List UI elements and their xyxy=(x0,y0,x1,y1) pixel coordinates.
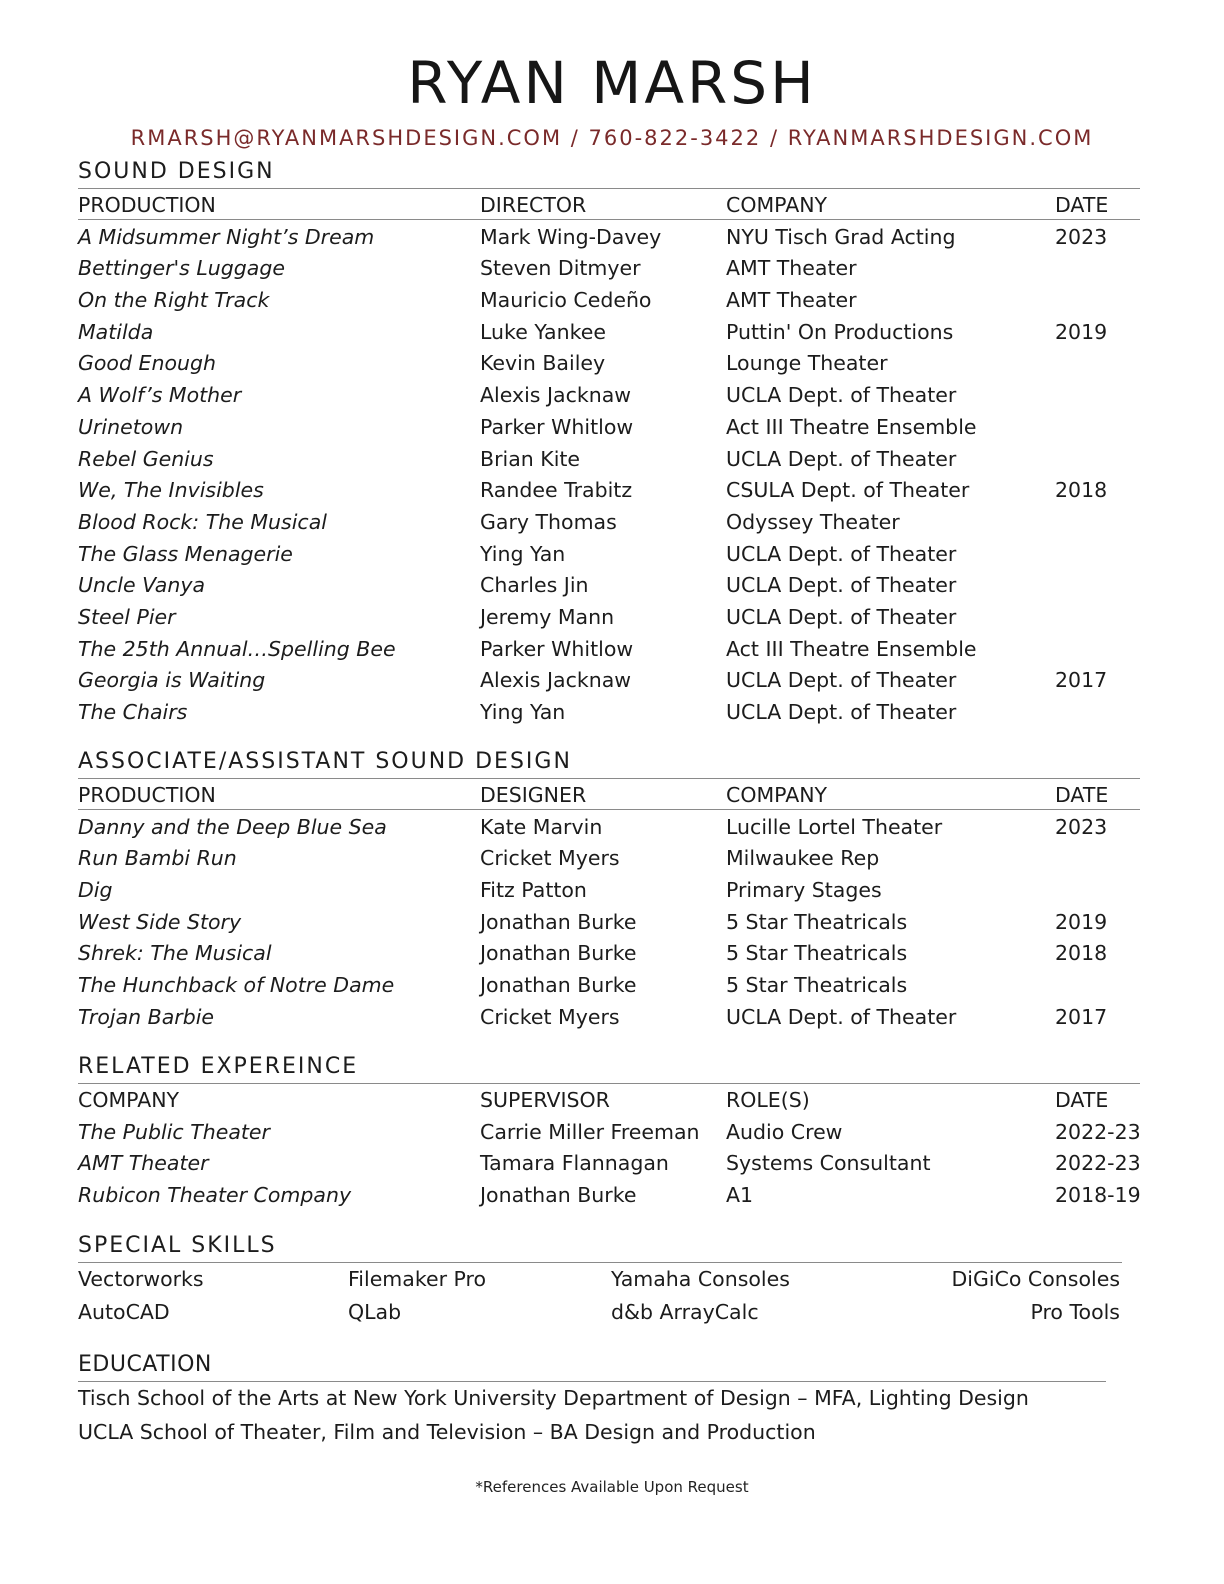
table-row xyxy=(78,938,1140,970)
cell-person: Mauricio Cedeño xyxy=(480,288,652,313)
cell-person: Kevin Bailey xyxy=(480,351,606,376)
header-company: COMPANY xyxy=(78,1088,180,1112)
section-rule xyxy=(78,1262,1122,1263)
cell-company: UCLA Dept. of Theater xyxy=(726,383,957,408)
skill-item: d&b ArrayCalc xyxy=(611,1300,759,1324)
cell-title: West Side Story xyxy=(78,909,242,934)
cell-title: Georgia is Waiting xyxy=(78,668,266,693)
table-row xyxy=(78,602,1140,634)
cell-title: The 25th Annual…Spelling Bee xyxy=(78,636,396,661)
cell-title: On the Right Track xyxy=(78,288,270,313)
table-row xyxy=(78,843,1140,875)
cell-title: Shrek: The Musical xyxy=(78,941,272,966)
table-header-row xyxy=(78,1085,1140,1117)
header-roles: ROLE(S) xyxy=(726,1088,810,1112)
table-row xyxy=(78,570,1140,602)
cell-date: 2017 xyxy=(1055,668,1108,693)
cell-date: 2022-23 xyxy=(1055,1151,1141,1176)
cell-date: 2018 xyxy=(1055,478,1108,503)
table-row xyxy=(78,412,1140,444)
cell-title: Trojan Barbie xyxy=(78,1004,215,1029)
cell-person: Brian Kite xyxy=(480,446,581,471)
cell-person: Jonathan Burke xyxy=(480,1183,637,1208)
cell-person: Jonathan Burke xyxy=(480,909,637,934)
cell-date: 2023 xyxy=(1055,814,1108,839)
skill-item: Yamaha Consoles xyxy=(611,1267,790,1291)
table-row xyxy=(78,475,1140,507)
skill-item: QLab xyxy=(348,1300,402,1324)
cell-company: Lucille Lortel Theater xyxy=(726,814,943,839)
header-company: COMPANY xyxy=(726,193,828,217)
cell-person: Steven Ditmyer xyxy=(480,256,641,281)
cell-company: UCLA Dept. of Theater xyxy=(726,668,957,693)
cell-date: 2018 xyxy=(1055,941,1108,966)
table-row xyxy=(78,348,1140,380)
header-company: COMPANY xyxy=(726,783,828,807)
cell-title: Blood Rock: The Musical xyxy=(78,509,327,534)
cell-person: Jonathan Burke xyxy=(480,973,637,998)
resume-name: RYAN MARSH xyxy=(407,49,817,117)
related-table xyxy=(78,1085,1140,1212)
cell-person: Fitz Patton xyxy=(480,878,587,903)
cell-date: 2019 xyxy=(1055,319,1108,344)
table-row xyxy=(78,907,1140,939)
cell-person: Parker Whitlow xyxy=(480,414,634,439)
cell-person: Gary Thomas xyxy=(480,509,617,534)
cell-title: Steel Pier xyxy=(78,604,176,629)
table-row xyxy=(78,507,1140,539)
skill-item: Filemaker Pro xyxy=(348,1267,487,1291)
cell-company: Primary Stages xyxy=(726,878,882,903)
cell-person: Jonathan Burke xyxy=(480,941,637,966)
section-title-skills: SPECIAL SKILLS xyxy=(78,1233,277,1258)
cell-company: UCLA Dept. of Theater xyxy=(726,446,957,471)
header-date: DATE xyxy=(1055,783,1109,807)
cell-company: AMT Theater xyxy=(726,288,857,313)
skill-item: DiGiCo Consoles xyxy=(951,1267,1120,1291)
cell-person: Alexis Jacknaw xyxy=(480,383,632,408)
cell-company: A1 xyxy=(726,1183,754,1208)
cell-title: Danny and the Deep Blue Sea xyxy=(78,814,387,839)
cell-title: Good Enough xyxy=(78,351,216,376)
cell-company: Puttin' On Productions xyxy=(726,319,954,344)
cell-person: Ying Yan xyxy=(480,700,566,724)
cell-title: A Midsummer Night’s Dream xyxy=(78,224,375,249)
cell-title: Rubicon Theater Company xyxy=(78,1183,352,1208)
table-row xyxy=(78,1148,1140,1180)
section-title-sound-design: SOUND DESIGN xyxy=(78,159,275,184)
header-production: PRODUCTION xyxy=(78,783,216,807)
cell-title: Dig xyxy=(78,878,113,903)
cell-company: 5 Star Theatricals xyxy=(726,909,908,934)
references-note: *References Available Upon Request xyxy=(475,1478,749,1496)
header-supervisor: SUPERVISOR xyxy=(480,1088,610,1112)
skill-item: AutoCAD xyxy=(78,1300,170,1324)
cell-date: 2022-23 xyxy=(1055,1119,1141,1144)
skill-item: Vectorworks xyxy=(78,1267,204,1291)
header-director: DIRECTOR xyxy=(480,193,587,217)
skills-grid xyxy=(78,1264,1120,1330)
cell-title: Matilda xyxy=(78,319,154,344)
cell-person: Cricket Myers xyxy=(480,1004,620,1029)
table-row xyxy=(78,1180,1140,1212)
cell-person: Luke Yankee xyxy=(480,319,606,344)
table-row xyxy=(78,1002,1140,1034)
cell-company: UCLA Dept. of Theater xyxy=(726,541,957,566)
cell-title: Run Bambi Run xyxy=(78,846,237,871)
section-title-related: RELATED EXPEREINCE xyxy=(78,1054,359,1079)
associate-rows xyxy=(78,812,1140,1034)
cell-company: 5 Star Theatricals xyxy=(726,973,908,998)
table-row xyxy=(78,444,1140,476)
cell-title: The Hunchback of Notre Dame xyxy=(78,973,395,998)
associate-table xyxy=(78,780,1140,1034)
cell-company: UCLA Dept. of Theater xyxy=(726,1004,957,1029)
cell-date: 2018-19 xyxy=(1055,1183,1141,1208)
cell-person: Jeremy Mann xyxy=(480,604,615,629)
cell-company: Lounge Theater xyxy=(726,351,888,376)
cell-company: Odyssey Theater xyxy=(726,509,900,534)
table-row xyxy=(78,317,1140,349)
cell-company: Act III Theatre Ensemble xyxy=(726,636,977,661)
cell-person: Ying Yan xyxy=(480,541,566,566)
sound-design-table xyxy=(78,190,1140,729)
cell-person: Charles Jin xyxy=(480,573,589,598)
cell-company: CSULA Dept. of Theater xyxy=(726,478,970,503)
section-title-education: EDUCATION xyxy=(78,1352,212,1377)
cell-date: 2017 xyxy=(1055,1004,1108,1029)
contact-line: RMARSH@RYANMARSHDESIGN.COM / 760-822-3422 / RYANMARSHDESIGN.COM xyxy=(130,126,1094,150)
skills-row xyxy=(78,1264,1120,1297)
cell-title: A Wolf’s Mother xyxy=(78,383,242,408)
table-row xyxy=(78,253,1140,285)
cell-company: Milwaukee Rep xyxy=(726,846,880,871)
cell-date: 2023 xyxy=(1055,224,1108,249)
sound-design-rows xyxy=(78,222,1140,729)
cell-title: AMT Theater xyxy=(78,1151,209,1176)
related-rows xyxy=(78,1117,1140,1212)
cell-person: Cricket Myers xyxy=(480,846,620,871)
cell-person: Mark Wing-Davey xyxy=(480,224,662,249)
table-row xyxy=(78,812,1140,844)
cell-title: The Glass Menagerie xyxy=(78,541,293,566)
section-rule xyxy=(78,1083,1140,1084)
header-date: DATE xyxy=(1055,193,1109,217)
cell-title: Urinetown xyxy=(78,414,184,439)
cell-person: Tamara Flannagan xyxy=(480,1151,669,1176)
table-row xyxy=(78,285,1140,317)
cell-person: Alexis Jacknaw xyxy=(480,668,632,693)
table-row xyxy=(78,539,1140,571)
header-production: PRODUCTION xyxy=(78,193,216,217)
cell-company: Act III Theatre Ensemble xyxy=(726,414,977,439)
cell-company: NYU Tisch Grad Acting xyxy=(726,224,956,249)
table-row xyxy=(78,634,1140,666)
header-rule xyxy=(78,219,1140,220)
table-row xyxy=(78,970,1140,1002)
table-row xyxy=(78,875,1140,907)
education-item: Tisch School of the Arts at New York University Department of Design – MFA, Lighting Design xyxy=(78,1386,1029,1410)
table-row xyxy=(78,1117,1140,1149)
cell-company: Audio Crew xyxy=(726,1119,843,1144)
education-list xyxy=(78,1381,1108,1449)
table-row xyxy=(78,222,1140,254)
table-row xyxy=(78,697,1140,729)
cell-company: UCLA Dept. of Theater xyxy=(726,700,957,724)
cell-company: AMT Theater xyxy=(726,256,857,281)
cell-date: 2019 xyxy=(1055,909,1108,934)
cell-title: The Chairs xyxy=(78,700,188,724)
cell-company: UCLA Dept. of Theater xyxy=(726,604,957,629)
cell-title: Bettinger's Luggage xyxy=(78,256,285,281)
header-rule xyxy=(78,809,1140,810)
table-row xyxy=(78,380,1140,412)
header-date: DATE xyxy=(1055,1088,1109,1112)
cell-title: We, The Invisibles xyxy=(78,478,264,503)
cell-person: Parker Whitlow xyxy=(480,636,634,661)
education-item: UCLA School of Theater, Film and Television – BA Design and Production xyxy=(78,1420,816,1444)
section-rule xyxy=(78,188,1140,189)
table-header-row xyxy=(78,780,1140,812)
skill-item: Pro Tools xyxy=(1030,1300,1120,1324)
cell-person: Kate Marvin xyxy=(480,814,603,839)
table-row xyxy=(78,665,1140,697)
cell-title: Rebel Genius xyxy=(78,446,214,471)
cell-person: Carrie Miller Freeman xyxy=(480,1119,700,1144)
cell-company: 5 Star Theatricals xyxy=(726,941,908,966)
cell-title: Uncle Vanya xyxy=(78,573,206,598)
table-header-row xyxy=(78,190,1140,222)
cell-title: The Public Theater xyxy=(78,1119,270,1144)
cell-person: Randee Trabitz xyxy=(480,478,633,503)
skills-row xyxy=(78,1297,1120,1330)
header-designer: DESIGNER xyxy=(480,783,587,807)
section-title-associate: ASSOCIATE/ASSISTANT SOUND DESIGN xyxy=(78,749,572,774)
section-rule xyxy=(78,778,1140,779)
cell-company: Systems Consultant xyxy=(726,1151,931,1176)
cell-company: UCLA Dept. of Theater xyxy=(726,573,957,598)
